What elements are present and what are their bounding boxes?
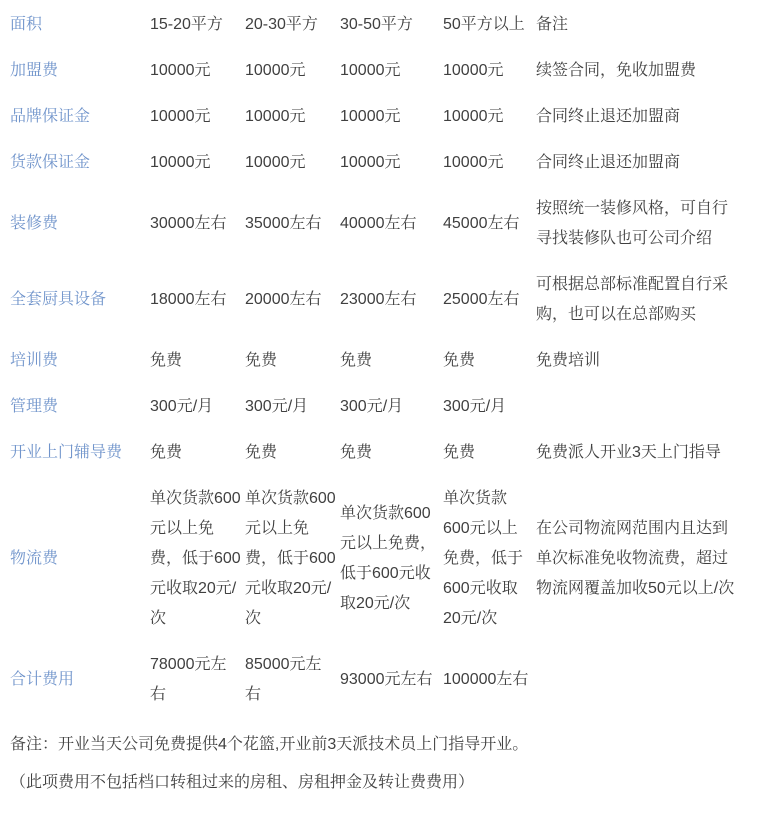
fee-label-cell: 开业上门辅导费	[10, 444, 123, 461]
footnote-opening-gift: 备注：开业当天公司免费提供4个花篮,开业前3天派技术员上门指导开业。	[10, 736, 529, 753]
value-cell-1: 300元/月	[150, 398, 214, 415]
value-cell-1: 10000元	[150, 62, 211, 79]
table-row	[10, 476, 741, 642]
fee-label-cell: 培训费	[10, 352, 59, 369]
value-cell-2: 10000元	[245, 62, 306, 79]
value-cell-3: 10000元	[340, 154, 401, 171]
value-cell-4: 免费	[443, 444, 476, 461]
value-cell-3: 30-50平方	[340, 16, 413, 33]
table-row	[10, 642, 741, 718]
value-cell-2: 10000元	[245, 108, 306, 125]
value-cell-1: 78000元左右	[150, 656, 227, 703]
value-cell-3: 10000元	[340, 108, 401, 125]
value-cell-3: 10000元	[340, 62, 401, 79]
fee-label-cell: 品牌保证金	[10, 108, 91, 125]
value-cell-4: 10000元	[443, 108, 504, 125]
note-cell: 免费培训	[536, 352, 601, 369]
value-cell-2: 35000左右	[245, 215, 322, 232]
value-cell-1: 30000左右	[150, 215, 227, 232]
table-row	[10, 48, 741, 94]
value-cell-2: 20-30平方	[245, 16, 318, 33]
footnote-fee-exclusion: （此项费用不包括档口转租过来的房租、房租押金及转让费费用）	[10, 774, 475, 791]
note-cell: 可根据总部标准配置自行采购，也可以在总部购买	[536, 276, 729, 323]
fee-label-cell: 货款保证金	[10, 154, 91, 171]
value-cell-2: 85000元左右	[245, 656, 322, 703]
value-cell-1: 单次货款600元以上免费，低于600元收取20元/次	[150, 490, 241, 627]
value-cell-4: 25000左右	[443, 291, 520, 308]
value-cell-4: 免费	[443, 352, 476, 369]
value-cell-2: 20000左右	[245, 291, 322, 308]
header-label-cell: 面积	[10, 16, 43, 33]
footnotes-block	[10, 730, 764, 798]
table-row	[10, 384, 741, 430]
value-cell-4: 100000左右	[443, 671, 529, 688]
value-cell-2: 单次货款600元以上免费，低于600元收取20元/次	[245, 490, 336, 627]
value-cell-1: 免费	[150, 444, 183, 461]
value-cell-3: 93000元左右	[340, 671, 433, 688]
fee-label-cell: 物流费	[10, 550, 59, 567]
note-cell: 在公司物流网范围内且达到单次标准免收物流费，超过物流网覆盖加收50元以上/次	[536, 520, 735, 597]
value-cell-1: 10000元	[150, 108, 211, 125]
note-cell: 合同终止退还加盟商	[536, 154, 681, 171]
value-cell-4: 45000左右	[443, 215, 520, 232]
value-cell-1: 18000左右	[150, 291, 227, 308]
note-cell	[536, 642, 741, 718]
table-row	[10, 140, 741, 186]
note-cell: 免费派人开业3天上门指导	[536, 444, 721, 461]
table-row	[10, 94, 741, 140]
value-cell-3: 23000左右	[340, 291, 417, 308]
value-cell-4: 单次货款600元以上免费，低于600元收取20元/次	[443, 490, 524, 627]
value-cell-4: 50平方以上	[443, 16, 525, 33]
table-row	[10, 430, 741, 476]
value-cell-3: 300元/月	[340, 398, 404, 415]
value-cell-3: 免费	[340, 444, 373, 461]
value-cell-2: 300元/月	[245, 398, 309, 415]
value-cell-1: 10000元	[150, 154, 211, 171]
note-cell: 续签合同，免收加盟费	[536, 62, 697, 79]
value-cell-3: 单次货款600元以上免费，低于600元收取20元/次	[340, 505, 437, 612]
note-cell: 备注	[536, 16, 569, 33]
value-cell-3: 免费	[340, 352, 373, 369]
fee-label-cell: 管理费	[10, 398, 59, 415]
fee-label-cell: 合计费用	[10, 671, 75, 688]
value-cell-3: 40000左右	[340, 215, 417, 232]
value-cell-4: 10000元	[443, 154, 504, 171]
fee-label-cell: 全套厨具设备	[10, 291, 107, 308]
value-cell-1: 15-20平方	[150, 16, 223, 33]
value-cell-1: 免费	[150, 352, 183, 369]
franchise-fee-table	[10, 2, 741, 718]
fee-label-cell: 装修费	[10, 215, 59, 232]
table-header-row	[10, 2, 741, 48]
franchise-fee-page	[10, 2, 764, 798]
note-cell	[536, 384, 741, 430]
value-cell-2: 免费	[245, 352, 278, 369]
value-cell-4: 10000元	[443, 62, 504, 79]
fee-label-cell: 加盟费	[10, 62, 59, 79]
note-cell: 合同终止退还加盟商	[536, 108, 681, 125]
table-row	[10, 338, 741, 384]
value-cell-4: 300元/月	[443, 398, 507, 415]
table-row	[10, 262, 741, 338]
value-cell-2: 免费	[245, 444, 278, 461]
note-cell: 按照统一装修风格，可自行寻找装修队也可公司介绍	[536, 200, 729, 247]
table-row	[10, 186, 741, 262]
value-cell-2: 10000元	[245, 154, 306, 171]
